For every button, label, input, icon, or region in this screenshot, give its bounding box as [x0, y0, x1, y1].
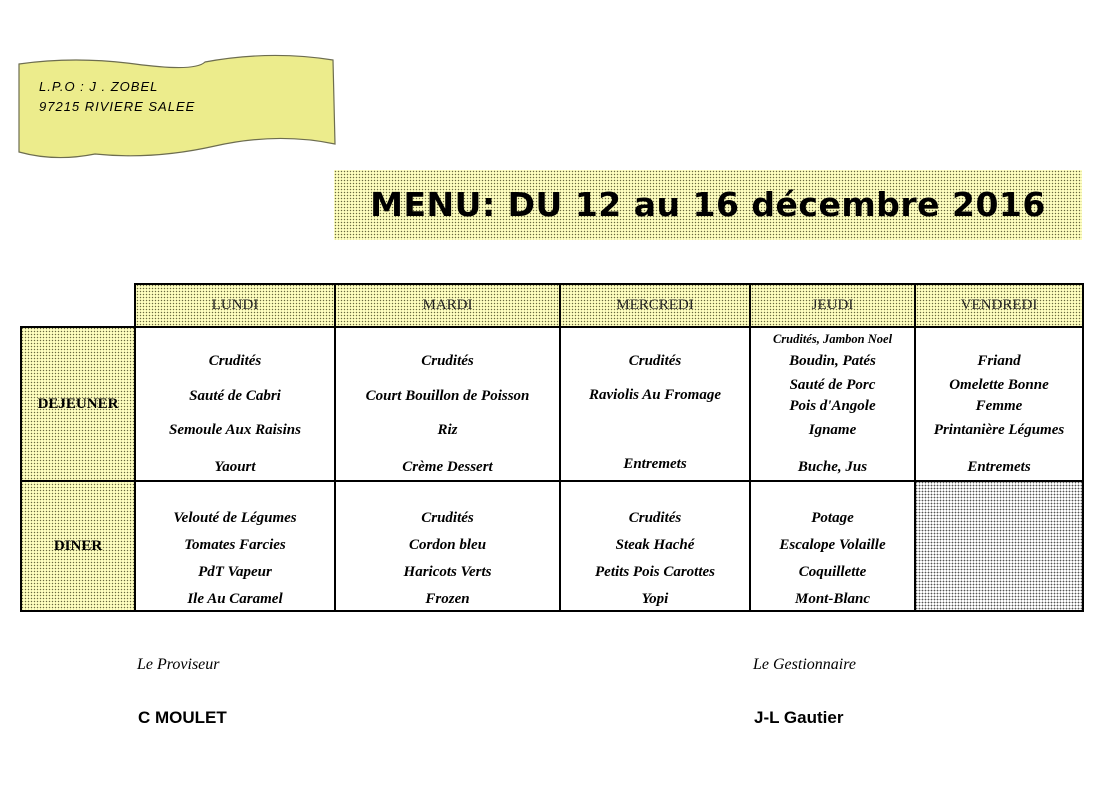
header-lundi: LUNDI	[211, 297, 259, 313]
menu-item: Yaourt	[214, 459, 256, 475]
menu-item: Coquillette	[798, 564, 867, 580]
menu-item: Femme	[975, 398, 1023, 414]
menu-item: Tomates Farcies	[184, 537, 286, 553]
menu-item: Court Bouillon de Poisson	[365, 388, 530, 404]
menu-item: Crudités, Jambon Noel	[772, 332, 893, 346]
menu-item: Sauté de Porc	[789, 377, 876, 393]
menu-item: Entremets	[623, 456, 687, 472]
menu-item: Entremets	[967, 459, 1031, 475]
menu-item: Mont-Blanc	[794, 591, 870, 607]
dejeuner-mercredi-cell	[561, 328, 749, 480]
menu-item: Ile Au Caramel	[187, 591, 283, 607]
menu-item: Haricots Verts	[403, 564, 492, 580]
menu-item: PdT Vapeur	[198, 564, 272, 580]
header-jeudi: JEUDI	[811, 297, 854, 313]
menu-item: Sauté de Cabri	[189, 388, 281, 404]
menu-item: Boudin, Patés	[789, 353, 876, 369]
menu-item: Cordon bleu	[408, 537, 487, 553]
diner-mercredi-cell	[561, 482, 749, 610]
row-label-diner: DINER	[53, 537, 103, 554]
menu-item: Crudités	[628, 353, 682, 369]
menu-item: Semoule Aux Raisins	[169, 422, 301, 438]
row-label-dejeuner: DEJEUNER	[37, 395, 119, 412]
header-mercredi: MERCREDI	[616, 297, 694, 313]
header-mardi: MARDI	[422, 297, 473, 313]
menu-item: Raviolis Au Fromage	[589, 387, 721, 403]
menu-item: Potage	[811, 510, 854, 526]
proviseur-name: C MOULET	[138, 708, 227, 727]
diner-lundi-cell	[136, 482, 334, 610]
gestionnaire-role: Le Gestionnaire	[753, 656, 856, 673]
menu-item: Crudités	[421, 353, 474, 369]
menu-item: Petits Pois Carottes	[595, 564, 715, 580]
menu-item: Escalope Volaille	[779, 537, 886, 553]
empty-diner-vendredi	[915, 481, 1082, 612]
menu-item: Printanière Légumes	[933, 422, 1065, 438]
menu-item: Frozen	[425, 591, 470, 607]
title-banner	[334, 170, 1082, 240]
menu-item: Velouté de Légumes	[173, 510, 297, 526]
menu-item: Pois d'Angole	[789, 398, 876, 414]
gestionnaire-name: J-L Gautier	[754, 708, 844, 727]
school-address: 97215 RIVIERE SALEE	[39, 99, 196, 114]
proviseur-role: Le Proviseur	[137, 656, 220, 673]
school-name: L.P.O : J . ZOBEL	[39, 79, 159, 94]
dejeuner-lundi-cell	[136, 328, 334, 480]
menu-item: Yopi	[641, 591, 669, 607]
menu-item: Omelette Bonne	[949, 377, 1049, 393]
page-title: MENU: DU 12 au 16 décembre 2016	[370, 185, 1046, 224]
menu-item: Riz	[437, 422, 458, 438]
menu-item: Buche, Jus	[797, 459, 868, 475]
header-vendredi: VENDREDI	[960, 297, 1038, 313]
menu-item: Crudités	[421, 510, 474, 526]
menu-item: Crudités	[628, 510, 682, 526]
menu-item: Steak Haché	[615, 537, 695, 553]
menu-item: Igname	[808, 422, 857, 438]
menu-item: Crème Dessert	[402, 459, 493, 475]
dejeuner-vendredi-cell	[916, 328, 1082, 480]
diner-jeudi-cell	[751, 482, 914, 610]
menu-item: Crudités	[208, 353, 262, 369]
menu-item: Friand	[977, 353, 1021, 369]
dejeuner-mardi-cell	[336, 328, 559, 480]
diner-mardi-cell	[336, 482, 559, 610]
school-banner	[15, 46, 340, 162]
dejeuner-jeudi-cell	[751, 328, 914, 480]
